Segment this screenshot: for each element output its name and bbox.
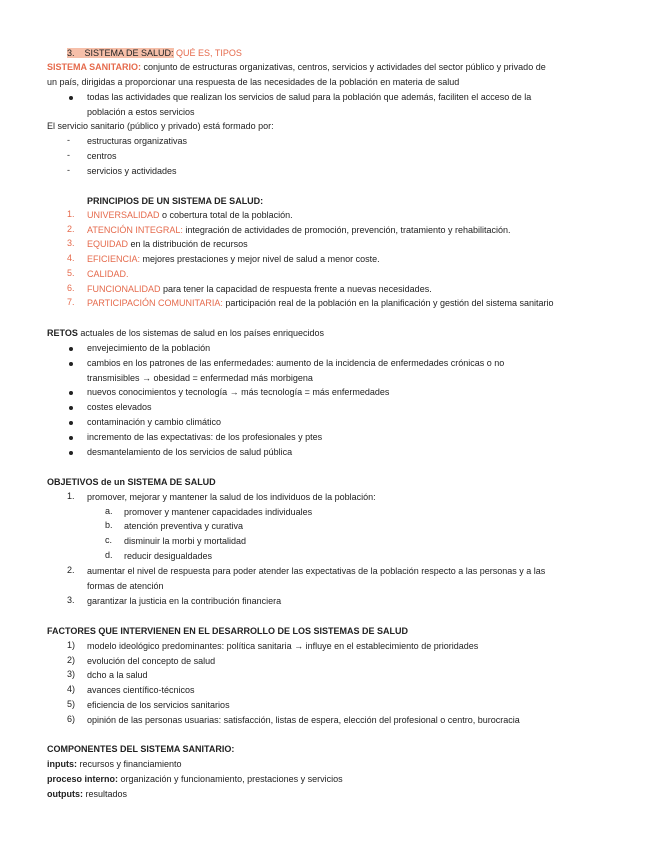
factor-number: 5) bbox=[67, 699, 76, 709]
objetivo-number: 3. bbox=[67, 595, 75, 605]
reto-item: envejecimiento de la población bbox=[87, 343, 211, 353]
reto-item: incremento de las expectativas: de los profesionales y ptes bbox=[87, 432, 323, 442]
retos-intro-text: actuales de los sistemas de salud en los países enriquecidos bbox=[77, 328, 324, 338]
factor-number: 6) bbox=[67, 714, 76, 724]
dash-marker: - bbox=[67, 165, 70, 175]
factor-number: 4) bbox=[67, 684, 76, 694]
principio-item bbox=[87, 224, 511, 236]
principio-desc: para tener la capacidad de respuesta frente a nuevas necesidades. bbox=[160, 284, 432, 294]
dash-marker: - bbox=[67, 150, 70, 160]
objetivo-number: 2. bbox=[67, 565, 75, 575]
principio-number: 6. bbox=[67, 283, 75, 293]
subitem-letter: a. bbox=[105, 506, 113, 516]
factor-item: avances científico-técnicos bbox=[87, 685, 195, 695]
factor-item: modelo ideológico predominantes: política sanitaria → influye en el establecimiento de prioridades bbox=[87, 641, 479, 651]
inputs-term: inputs: bbox=[47, 759, 77, 769]
factor-item: opinión de las personas usuarias: satisfacción, listas de espera, elección del profesional o centro, burocracia bbox=[87, 715, 520, 725]
objetivo-item-cont: formas de atención bbox=[87, 581, 164, 591]
factor-number: 1) bbox=[67, 640, 76, 650]
objetivo-subitem: promover y mantener capacidades individuales bbox=[124, 507, 313, 517]
principio-item bbox=[87, 253, 380, 265]
principio-number: 3. bbox=[67, 238, 75, 248]
principio-number: 7. bbox=[67, 297, 75, 307]
bullet-dot bbox=[69, 421, 73, 425]
sanitario-item: servicios y actividades bbox=[87, 166, 177, 176]
sanitario-def1: conjunto de estructuras organizativas, centros, servicios y actividades del sector público y privado de bbox=[141, 62, 546, 72]
proceso-text: organización y funcionamiento, prestaciones y servicios bbox=[118, 774, 343, 784]
principio-desc: integración de actividades de promoción, prevención, tratamiento y rehabilitación. bbox=[182, 225, 511, 235]
sanitario-term: SISTEMA SANITARIO: bbox=[47, 62, 141, 72]
factor-number: 2) bbox=[67, 655, 76, 665]
sanitario-def-line1 bbox=[47, 61, 546, 73]
objetivo-item: promover, mejorar y mantener la salud de los individuos de la población: bbox=[87, 492, 376, 502]
principio-term: ATENCIÓN INTEGRAL: bbox=[87, 225, 183, 235]
principio-term: EFICIENCIA: bbox=[87, 254, 141, 264]
principio-desc: mejores prestaciones y mejor nivel de salud a menor coste. bbox=[140, 254, 380, 264]
proceso-term: proceso interno: bbox=[47, 774, 119, 784]
principio-term: UNIVERSALIDAD bbox=[87, 210, 160, 220]
reto-item: cambios en los patrones de las enfermedades: aumento de la incidencia de enfermedades crónicas o no bbox=[87, 358, 505, 368]
sanitario-item: centros bbox=[87, 151, 117, 161]
outputs-text: resultados bbox=[83, 789, 128, 799]
sanitario-def-line2: un país, dirigidas a proporcionar una respuesta de las necesidades de la población en materia de salud bbox=[47, 77, 460, 87]
bullet-dot bbox=[69, 436, 73, 440]
factor-item: eficiencia de los servicios sanitarios bbox=[87, 700, 230, 710]
principio-number: 5. bbox=[67, 268, 75, 278]
objetivos-heading: OBJETIVOS de un SISTEMA DE SALUD bbox=[47, 477, 216, 487]
principio-item bbox=[87, 238, 248, 250]
objetivo-item: aumentar el nivel de respuesta para poder atender las expectativas de la población respecto a las personas y a las bbox=[87, 566, 546, 576]
componente-proceso bbox=[47, 773, 343, 785]
sanitario-formed: El servicio sanitario (público y privado) está formado por: bbox=[47, 121, 274, 131]
principio-number: 2. bbox=[67, 224, 75, 234]
subitem-letter: c. bbox=[105, 535, 113, 545]
principio-item bbox=[87, 283, 432, 295]
objetivo-subitem: atención preventiva y curativa bbox=[124, 521, 244, 531]
bullet-dot bbox=[69, 347, 73, 351]
bullet-dot bbox=[69, 362, 73, 366]
principio-number: 1. bbox=[67, 209, 75, 219]
principio-term: FUNCIONALIDAD bbox=[87, 284, 161, 294]
componentes-heading: COMPONENTES DEL SISTEMA SANITARIO: bbox=[47, 744, 235, 754]
principio-desc: o cobertura total de la población. bbox=[159, 210, 293, 220]
principio-term: EQUIDAD bbox=[87, 239, 129, 249]
bullet-dot bbox=[69, 451, 73, 455]
reto-item: costes elevados bbox=[87, 402, 152, 412]
reto-item: transmisibles → obesidad = enfermedad más morbigena bbox=[87, 373, 313, 383]
dash-marker: - bbox=[67, 135, 70, 145]
principios-heading: PRINCIPIOS DE UN SISTEMA DE SALUD: bbox=[87, 196, 264, 206]
factor-number: 3) bbox=[67, 669, 76, 679]
bullet-dot bbox=[69, 406, 73, 410]
principio-desc: en la distribución de recursos bbox=[128, 239, 248, 249]
principio-item bbox=[87, 268, 129, 280]
reto-item: nuevos conocimientos y tecnología → más tecnología = más enfermedades bbox=[87, 387, 390, 397]
principio-number: 4. bbox=[67, 253, 75, 263]
principio-term: PARTICIPACIÓN COMUNITARIA: bbox=[87, 298, 223, 308]
principio-item bbox=[87, 209, 293, 221]
reto-item: desmantelamiento de los servicios de salud pública bbox=[87, 447, 293, 457]
objetivo-number: 1. bbox=[67, 491, 75, 501]
subitem-letter: d. bbox=[105, 550, 113, 560]
retos-intro bbox=[47, 327, 324, 339]
componente-outputs bbox=[47, 788, 127, 800]
principio-item bbox=[87, 297, 554, 309]
objetivo-subitem: reducir desigualdades bbox=[124, 551, 213, 561]
reto-item: contaminación y cambio climático bbox=[87, 417, 222, 427]
factor-item: evolución del concepto de salud bbox=[87, 656, 216, 666]
section-title bbox=[67, 47, 242, 59]
bullet-dot bbox=[69, 391, 73, 395]
inputs-text: recursos y financiamiento bbox=[77, 759, 182, 769]
outputs-term: outputs: bbox=[47, 789, 83, 799]
factor-item: dcho a la salud bbox=[87, 670, 148, 680]
bullet-dot bbox=[69, 96, 73, 100]
sanitario-bullet-line1: todas las actividades que realizan los servicios de salud para la población que además, faciliten el acceso de la bbox=[87, 92, 532, 102]
factores-heading: FACTORES QUE INTERVIENEN EN EL DESARROLLO DE LOS SISTEMAS DE SALUD bbox=[47, 626, 409, 636]
retos-term: RETOS bbox=[47, 328, 78, 338]
objetivo-subitem: disminuir la morbi y mortalidad bbox=[124, 536, 247, 546]
title-rest: QUÉ ES, TIPOS bbox=[173, 48, 242, 58]
sanitario-item: estructuras organizativas bbox=[87, 136, 188, 146]
objetivo-item: garantizar la justicia en la contribución financiera bbox=[87, 596, 282, 606]
sanitario-bullet-line2: población a estos servicios bbox=[87, 107, 195, 117]
title-number: 3. bbox=[67, 48, 75, 58]
componente-inputs bbox=[47, 758, 182, 770]
principio-desc: participación real de la población en la planificación y gestión del sistema sanitario bbox=[222, 298, 554, 308]
principio-term: CALIDAD. bbox=[87, 269, 129, 279]
subitem-letter: b. bbox=[105, 520, 113, 530]
title-label: SISTEMA DE SALUD: bbox=[75, 48, 174, 58]
